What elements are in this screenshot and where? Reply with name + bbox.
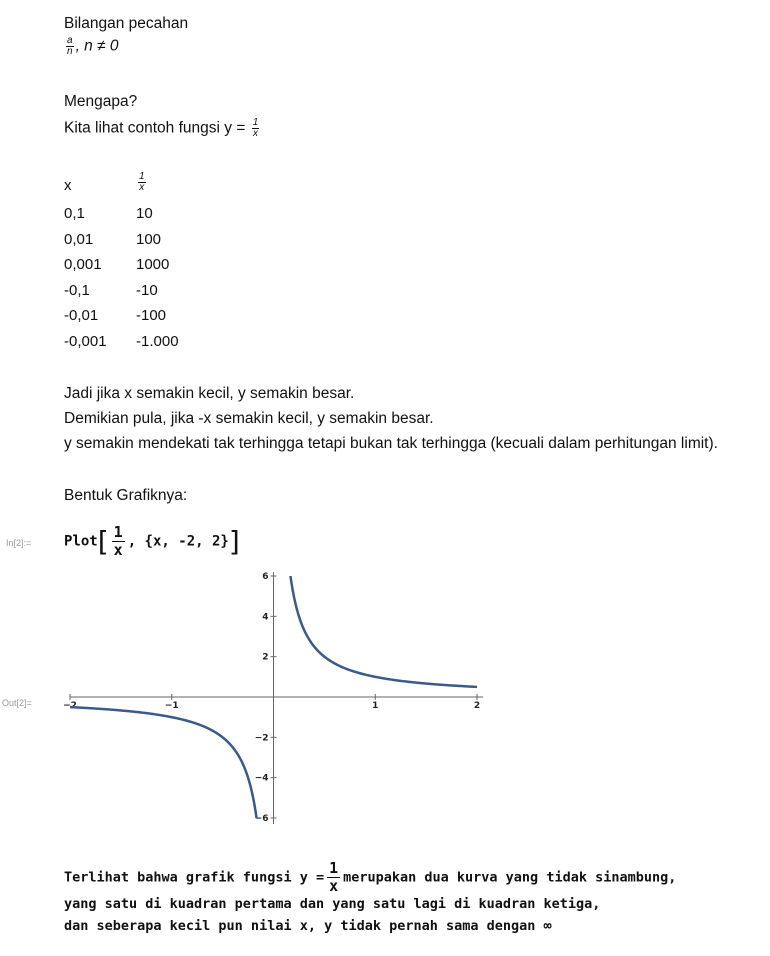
graph-heading: Bentuk Grafiknya: xyxy=(64,487,188,504)
x-tick-label: −1 xyxy=(164,701,179,711)
table-cell-x: 0,01 xyxy=(64,230,94,248)
x-tick-label: −2 xyxy=(63,701,77,711)
plot-input[interactable]: Plot[ $\frac{1}{x}$ , {x, -2, 2}] xyxy=(64,523,240,559)
table-cell-x: 0,1 xyxy=(64,205,85,222)
curve-positive xyxy=(290,576,477,687)
conclusion-line-3: dan seberapa kecil pun nilai x, y tidak pernah sama dengan ∞ xyxy=(64,918,552,934)
output-label: Out[2]= xyxy=(2,698,32,708)
table-row xyxy=(64,306,167,326)
y-tick-label: −4 xyxy=(254,773,269,784)
table-row xyxy=(64,255,170,275)
plot-fraction: $\frac{1}{x}$ xyxy=(113,523,123,559)
paragraph-line-2: Demikian pula, jika -x semakin kecil, y semakin besar. xyxy=(64,410,434,427)
table-row xyxy=(64,281,158,301)
table-header-x: x xyxy=(64,177,72,194)
y-tick-label: 6 xyxy=(262,572,269,582)
conclusion-line-2: yang satu di kuadran pertama dan yang satu lagi di kuadran ketiga, xyxy=(64,896,601,912)
x-tick-label: 2 xyxy=(473,701,481,711)
conclusion-fraction: $\frac{1}{x}$ xyxy=(329,859,339,895)
table-header xyxy=(64,171,145,196)
table-cell-y: -1.000 xyxy=(136,332,179,350)
table-cell-x: -0,01 xyxy=(64,307,99,324)
input-label: In[2]:= xyxy=(6,538,32,548)
y-tick-label: −2 xyxy=(254,733,269,744)
example-text: Kita lihat contoh fungsi y = $\frac{1}{x}$ xyxy=(64,117,259,139)
fraction-definition: $\frac{a}{n}$ , n ≠ 0 xyxy=(67,35,119,57)
table-cell-x: 0,001 xyxy=(64,256,102,273)
table-cell-y: 1000 xyxy=(136,256,170,273)
y-tick-label: 2 xyxy=(262,652,269,663)
curve-negative xyxy=(70,707,257,818)
table-row xyxy=(64,230,162,250)
table-cell-y: -100 xyxy=(136,307,167,324)
x-tick-label: 1 xyxy=(372,701,379,711)
table-cell-y: 100 xyxy=(136,230,162,248)
paragraph-line-3: y semakin mendekati tak terhingga tetapi bukan tak terhingga (kecuali dalam perhitungan limit). xyxy=(64,435,718,452)
table-cell-y: -10 xyxy=(136,281,158,299)
table-cell-x: -0,1 xyxy=(64,281,90,299)
fraction-a-over-n: $\frac{a}{n}$ xyxy=(67,35,73,57)
plot-command: Plot xyxy=(64,533,98,550)
table-row xyxy=(64,204,153,224)
heading: Bilangan pecahan xyxy=(64,15,189,32)
paragraph-line-1: Jadi jika x semakin kecil, y semakin besar. xyxy=(64,385,355,402)
why-text: Mengapa? xyxy=(64,93,138,110)
plot-args: , {x, -2, 2} xyxy=(127,533,229,550)
table-header-fraction: $\frac{1}{x}$ xyxy=(139,171,145,193)
y-tick-label: 4 xyxy=(262,612,269,623)
table-cell-x: -0,001 xyxy=(64,332,107,350)
y-tick-label: −6 xyxy=(254,814,269,824)
fraction-one-over-x: $\frac{1}{x}$ xyxy=(252,117,259,139)
table-row xyxy=(64,332,179,352)
table-cell-y: 10 xyxy=(136,205,153,222)
conclusion-line-1: Terlihat bahwa grafik fungsi y = $\frac{1}{x}$ merupakan dua kurva yang tidak sinambung, xyxy=(64,859,677,895)
